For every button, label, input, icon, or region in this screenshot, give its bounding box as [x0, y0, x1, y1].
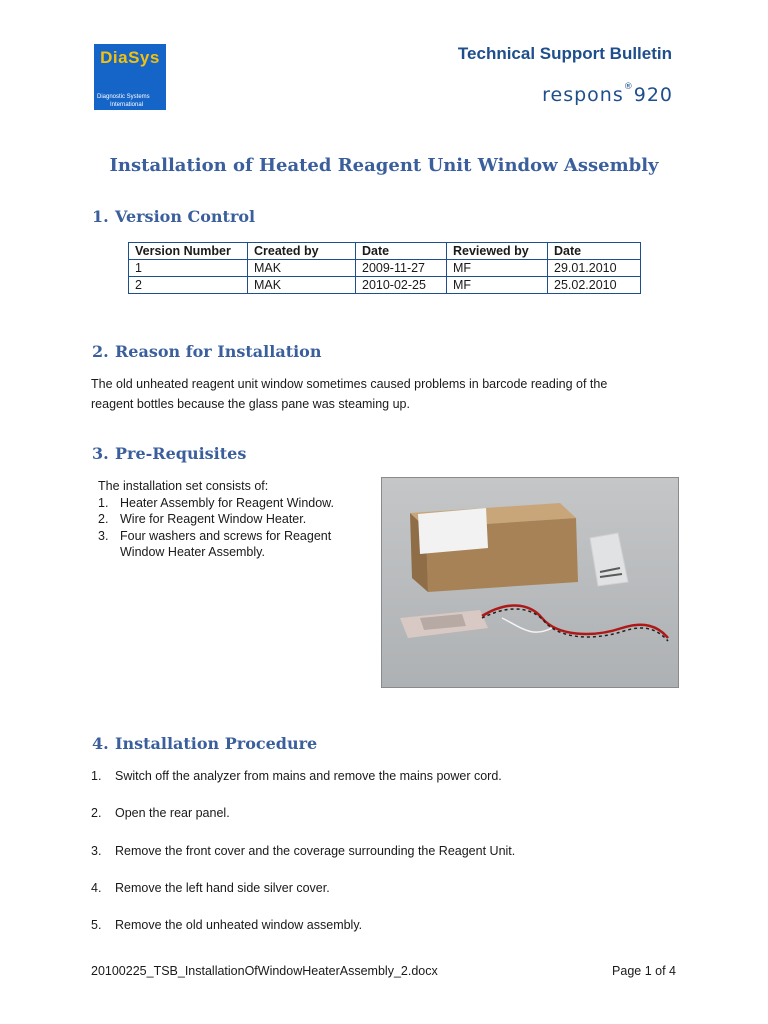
table-cell: 2009-11-27 [356, 260, 447, 277]
list-item [98, 495, 358, 512]
footer-page-number: Page 1 of 4 [612, 964, 676, 978]
step-text: Switch off the analyzer from mains and remove the mains power cord. [115, 769, 502, 783]
prerequisite-list [98, 478, 358, 561]
table-cell: MF [447, 260, 548, 277]
diasys-logo [94, 44, 166, 110]
section-title: Pre-Requisites [115, 444, 247, 463]
section-heading-procedure [92, 734, 317, 753]
procedure-step [91, 881, 330, 895]
list-item [98, 511, 358, 528]
version-table [128, 242, 641, 294]
installation-kit-photo [381, 477, 679, 688]
logo-subtitle: Diagnostic Systems [97, 94, 150, 100]
installation-kit-illustration [382, 478, 678, 687]
table-cell: 29.01.2010 [548, 260, 641, 277]
section-number: 2. [92, 342, 109, 361]
procedure-step [91, 806, 230, 820]
bulletin-title: Technical Support Bulletin [457, 44, 672, 63]
page-title: Installation of Heated Reagent Unit Window Assembly [109, 155, 659, 176]
table-header: Date [548, 243, 641, 260]
procedure-step [91, 769, 502, 783]
table-cell: 25.02.2010 [548, 277, 641, 294]
section-heading-reason [92, 342, 321, 361]
section-title: Installation Procedure [115, 734, 318, 753]
table-header: Created by [248, 243, 356, 260]
section-heading-version-control [92, 207, 255, 226]
list-item-text: Heater Assembly for Reagent Window. [120, 495, 334, 510]
section-number: 3. [92, 444, 109, 463]
section-title: Reason for Installation [115, 342, 322, 361]
table-cell: MAK [248, 260, 356, 277]
table-header: Version Number [129, 243, 248, 260]
prerequisite-intro: The installation set consists of: [98, 479, 269, 493]
list-item-text: Wire for Reagent Window Heater. [120, 512, 307, 526]
section-heading-prerequisites [92, 444, 246, 463]
procedure-step [91, 844, 515, 858]
table-row [129, 260, 641, 277]
table-header-row [129, 243, 641, 260]
table-header: Date [356, 243, 447, 260]
table-cell: 2 [129, 277, 248, 294]
list-item-text: Four washers and screws for Reagent Window Heater Assembly. [120, 528, 332, 559]
step-number: 3. [91, 844, 102, 858]
list-number: 1. [98, 495, 109, 510]
box-label [418, 508, 488, 554]
step-text: Remove the left hand side silver cover. [115, 881, 330, 895]
procedure-step [91, 918, 362, 932]
footer-filename: 20100225_TSB_InstallationOfWindowHeaterAssembly_2.docx [91, 964, 438, 978]
product-name [542, 84, 673, 106]
step-number: 2. [91, 806, 102, 820]
logo-subtitle-2: International [110, 102, 144, 108]
section-title: Version Control [115, 207, 256, 226]
table-cell: MAK [248, 277, 356, 294]
reason-paragraph: The old unheated reagent unit window sometimes caused problems in barcode reading of the reagent bottles because the glass pane was steaming up. [91, 377, 608, 411]
table-header: Reviewed by [447, 243, 548, 260]
step-text: Remove the front cover and the coverage surrounding the Reagent Unit. [115, 844, 516, 858]
list-number: 2. [98, 512, 109, 526]
step-text: Open the rear panel. [115, 806, 230, 820]
list-item [98, 528, 358, 561]
step-number: 5. [91, 918, 102, 932]
product-number: 920 [633, 84, 673, 106]
section-number: 1. [92, 207, 109, 226]
table-cell: 2010-02-25 [356, 277, 447, 294]
step-number: 4. [91, 881, 102, 895]
registered-mark: ® [623, 82, 634, 92]
table-cell: 1 [129, 260, 248, 277]
section-number: 4. [92, 734, 109, 753]
list-number: 3. [98, 528, 109, 543]
logo-text: DiaSys [100, 48, 160, 67]
table-row [129, 277, 641, 294]
product-name-text: respons [542, 84, 624, 106]
step-text: Remove the old unheated window assembly. [115, 918, 363, 932]
step-number: 1. [91, 769, 102, 783]
table-cell: MF [447, 277, 548, 294]
